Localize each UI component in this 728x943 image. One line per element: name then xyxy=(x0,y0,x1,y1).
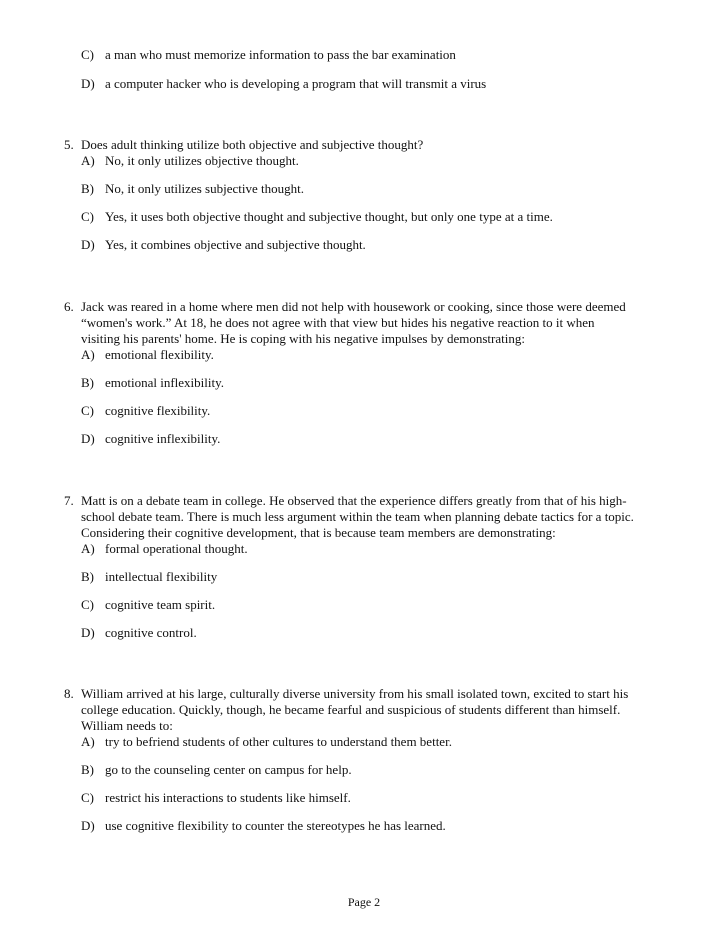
option-label: D) xyxy=(81,818,95,833)
option-text: a man who must memorize information to pass the bar examination xyxy=(105,47,456,62)
option-label: D) xyxy=(81,625,95,640)
option-label: A) xyxy=(81,153,95,168)
option-label: B) xyxy=(81,762,94,777)
option-text: try to befriend students of other cultures to understand them better. xyxy=(105,734,452,749)
q6-option-d xyxy=(81,431,220,447)
q5-option-d xyxy=(81,237,366,253)
q7-option-b xyxy=(81,569,217,585)
option-text: Yes, it combines objective and subjective thought. xyxy=(105,237,366,252)
question-6-stem-line: “women's work.” At 18, he does not agree with that view but hides his negative reaction to it when xyxy=(81,315,595,330)
option-text: cognitive flexibility. xyxy=(105,403,211,418)
option-text: formal operational thought. xyxy=(105,541,248,556)
option-label: B) xyxy=(81,375,94,390)
question-number-6: 6. xyxy=(64,299,74,314)
question-7-stem-line: Considering their cognitive development, that is because team members are demonstrating: xyxy=(81,525,556,540)
option-text: emotional flexibility. xyxy=(105,347,214,362)
q6-option-b xyxy=(81,375,224,391)
option-text: a computer hacker who is developing a program that will transmit a virus xyxy=(105,76,487,91)
option-label: C) xyxy=(81,597,94,612)
option-label: A) xyxy=(81,347,95,362)
q4-option-d xyxy=(81,76,486,92)
q7-option-d xyxy=(81,625,197,641)
question-5-stem-line: Does adult thinking utilize both objective and subjective thought? xyxy=(81,137,424,152)
question-number-7: 7. xyxy=(64,493,74,508)
q8-option-a xyxy=(81,734,452,750)
option-label: D) xyxy=(81,76,95,91)
question-7-stem-line: school debate team. There is much less argument within the team when planning debate tactics for a topic. xyxy=(81,509,634,524)
option-label: C) xyxy=(81,209,94,224)
option-text: go to the counseling center on campus for help. xyxy=(105,762,352,777)
question-6-stem-line: Jack was reared in a home where men did not help with housework or cooking, since those were deemed xyxy=(81,299,626,314)
question-8-stem-line: William needs to: xyxy=(81,718,173,733)
option-text: intellectual flexibility xyxy=(105,569,218,584)
q5-option-c xyxy=(81,209,553,225)
q5-option-a xyxy=(81,153,299,169)
q8-option-d xyxy=(81,818,446,834)
option-label: D) xyxy=(81,431,95,446)
question-number-5: 5. xyxy=(64,137,74,152)
option-label: C) xyxy=(81,790,94,805)
q5-option-b xyxy=(81,181,304,197)
option-text: restrict his interactions to students like himself. xyxy=(105,790,351,805)
option-text: No, it only utilizes objective thought. xyxy=(105,153,299,168)
option-text: use cognitive flexibility to counter the stereotypes he has learned. xyxy=(105,818,446,833)
q8-option-b xyxy=(81,762,352,778)
option-text: cognitive team spirit. xyxy=(105,597,216,612)
q7-option-a xyxy=(81,541,248,557)
question-6-stem-line: visiting his parents' home. He is coping with his negative impulses by demonstrating: xyxy=(81,331,525,346)
option-text: Yes, it uses both objective thought and subjective thought, but only one type at a time. xyxy=(105,209,553,224)
question-8-stem-line: college education. Quickly, though, he became fearful and suspicious of students different than himself. xyxy=(81,702,621,717)
option-text: cognitive control. xyxy=(105,625,197,640)
question-7-stem-line: Matt is on a debate team in college. He observed that the experience differs greatly from that of his high- xyxy=(81,493,627,508)
option-label: A) xyxy=(81,734,95,749)
q4-option-c xyxy=(81,47,456,63)
question-number-8: 8. xyxy=(64,686,74,701)
q8-option-c xyxy=(81,790,351,806)
option-label: C) xyxy=(81,403,94,418)
option-label: B) xyxy=(81,569,94,584)
option-label: C) xyxy=(81,47,94,62)
q6-option-a xyxy=(81,347,214,363)
q6-option-c xyxy=(81,403,210,419)
option-label: B) xyxy=(81,181,94,196)
option-text: cognitive inflexibility. xyxy=(105,431,221,446)
option-text: No, it only utilizes subjective thought. xyxy=(105,181,304,196)
option-label: A) xyxy=(81,541,95,556)
option-label: D) xyxy=(81,237,95,252)
question-8-stem-line: William arrived at his large, culturally diverse university from his small isolated town, excited to start his xyxy=(81,686,629,701)
page-number-footer: Page 2 xyxy=(347,895,381,909)
q7-option-c xyxy=(81,597,215,613)
option-text: emotional inflexibility. xyxy=(105,375,225,390)
